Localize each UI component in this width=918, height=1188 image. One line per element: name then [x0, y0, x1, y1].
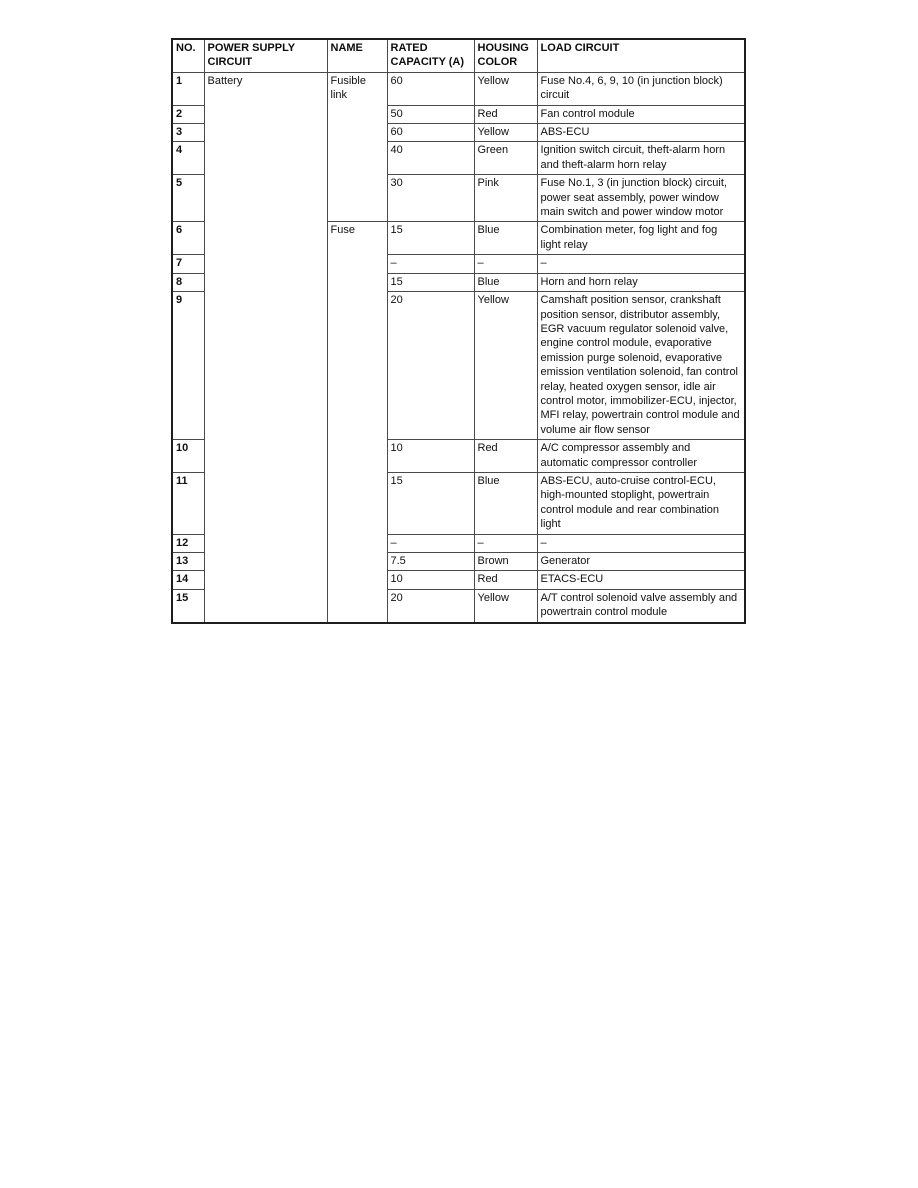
color-cell: Green: [474, 142, 537, 175]
capacity-cell: 40: [387, 142, 474, 175]
table-row: [172, 72, 745, 105]
load-cell: ETACS-ECU: [537, 571, 745, 589]
no-cell: 9: [172, 292, 204, 440]
no-cell: 7: [172, 255, 204, 273]
capacity-cell: 20: [387, 292, 474, 440]
load-cell: Ignition switch circuit, theft-alarm horn and theft-alarm horn relay: [537, 142, 745, 175]
header-power-supply-circuit: POWER SUPPLY CIRCUIT: [204, 39, 327, 72]
power-supply-circuit-table: [171, 38, 746, 624]
capacity-cell: 10: [387, 571, 474, 589]
capacity-cell: 7.5: [387, 553, 474, 571]
no-cell: 5: [172, 175, 204, 222]
no-cell: 10: [172, 440, 204, 473]
capacity-cell: 60: [387, 72, 474, 105]
color-cell: Yellow: [474, 589, 537, 622]
no-cell: 14: [172, 571, 204, 589]
power-supply-cell: Battery: [204, 72, 327, 622]
header-name: NAME: [327, 39, 387, 72]
capacity-cell: 60: [387, 124, 474, 142]
color-cell: Brown: [474, 553, 537, 571]
capacity-cell: –: [387, 534, 474, 552]
no-cell: 1: [172, 72, 204, 105]
load-cell: Horn and horn relay: [537, 273, 745, 291]
no-cell: 8: [172, 273, 204, 291]
load-cell: Fuse No.1, 3 (in junction block) circuit, power seat assembly, power window main switch and power window motor: [537, 175, 745, 222]
capacity-cell: 50: [387, 105, 474, 123]
load-cell: Generator: [537, 553, 745, 571]
table-header-row: [172, 39, 745, 72]
no-cell: 13: [172, 553, 204, 571]
no-cell: 12: [172, 534, 204, 552]
no-cell: 11: [172, 472, 204, 534]
capacity-cell: 15: [387, 472, 474, 534]
capacity-cell: –: [387, 255, 474, 273]
capacity-cell: 20: [387, 589, 474, 622]
color-cell: Red: [474, 440, 537, 473]
header-rated-capacity: RATED CAPACITY (A): [387, 39, 474, 72]
color-cell: Blue: [474, 273, 537, 291]
color-cell: –: [474, 534, 537, 552]
load-cell: –: [537, 534, 745, 552]
load-cell: Combination meter, fog light and fog light relay: [537, 222, 745, 255]
color-cell: –: [474, 255, 537, 273]
no-cell: 6: [172, 222, 204, 255]
no-cell: 3: [172, 124, 204, 142]
capacity-cell: 10: [387, 440, 474, 473]
no-cell: 2: [172, 105, 204, 123]
color-cell: Blue: [474, 472, 537, 534]
header-load-circuit: LOAD CIRCUIT: [537, 39, 745, 72]
capacity-cell: 30: [387, 175, 474, 222]
name-cell-fusible-link: Fusible link: [327, 72, 387, 222]
color-cell: Yellow: [474, 72, 537, 105]
load-cell: –: [537, 255, 745, 273]
capacity-cell: 15: [387, 222, 474, 255]
color-cell: Pink: [474, 175, 537, 222]
load-cell: Fuse No.4, 6, 9, 10 (in junction block) circuit: [537, 72, 745, 105]
load-cell: ABS-ECU, auto-cruise control-ECU, high-mounted stoplight, powertrain control module and rear combination light: [537, 472, 745, 534]
color-cell: Blue: [474, 222, 537, 255]
load-cell: Fan control module: [537, 105, 745, 123]
no-cell: 4: [172, 142, 204, 175]
name-cell-fuse: Fuse: [327, 222, 387, 623]
color-cell: Yellow: [474, 124, 537, 142]
load-cell: Camshaft position sensor, crankshaft position sensor, distributor assembly, EGR vacuum regulator solenoid valve, engine control module, evaporative emission purge solenoid, evaporative emission ventilation solenoid, fan control relay, heated oxygen sensor, idle air control motor, immobilizer-ECU, injector, MFI relay, powertrain control module and volume air flow sensor: [537, 292, 745, 440]
no-cell: 15: [172, 589, 204, 622]
load-cell: ABS-ECU: [537, 124, 745, 142]
header-no: NO.: [172, 39, 204, 72]
color-cell: Red: [474, 105, 537, 123]
header-housing-color: HOUSING COLOR: [474, 39, 537, 72]
load-cell: A/T control solenoid valve assembly and powertrain control module: [537, 589, 745, 622]
color-cell: Red: [474, 571, 537, 589]
color-cell: Yellow: [474, 292, 537, 440]
capacity-cell: 15: [387, 273, 474, 291]
load-cell: A/C compressor assembly and automatic compressor controller: [537, 440, 745, 473]
